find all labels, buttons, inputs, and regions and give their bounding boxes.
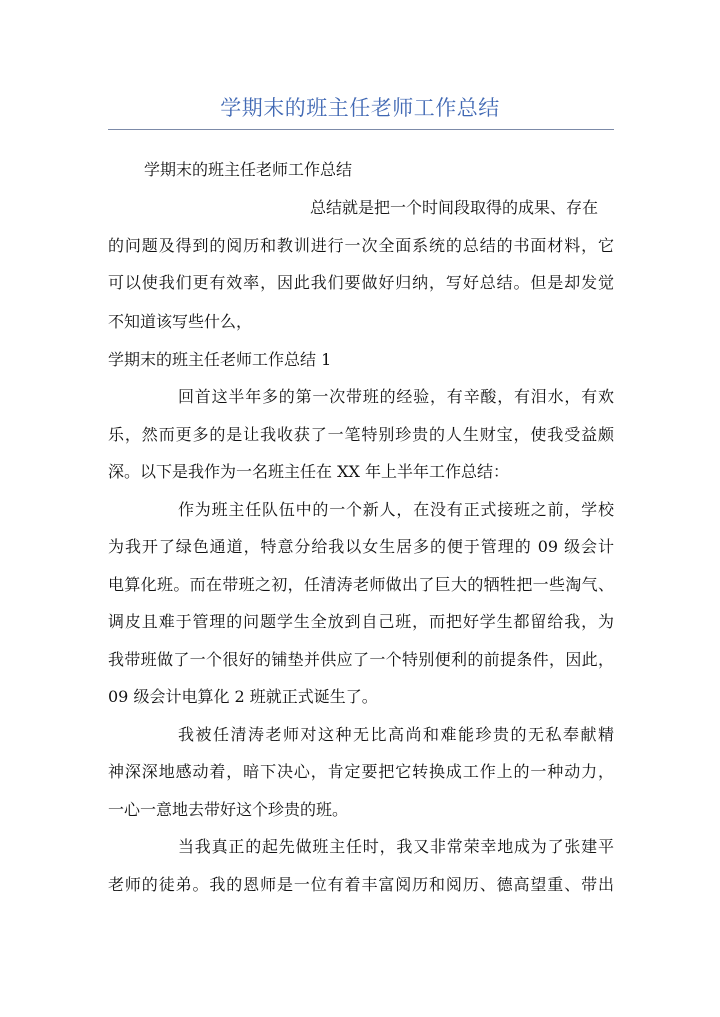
paragraph-line: 神深深地感动着，暗下决心，肯定要把它转换成工作上的一种动力， [108, 762, 614, 781]
paragraph-line: 的问题及得到的阅历和教训进行一次全面系统的总结的书面材料，它 [108, 236, 614, 255]
paragraph-line: 调皮且难于管理的问题学生全放到自己班，而把好学生都留给我，为 [108, 612, 614, 631]
paragraph-line: 作为班主任队伍中的一个新人，在没有正式接班之前，学校 [178, 500, 614, 519]
paragraph-line: 不知道该写些什么， [108, 312, 253, 331]
section-heading: 学期末的班主任老师工作总结 1 [108, 350, 332, 369]
paragraph-line: 老师的徒弟。我的恩师是一位有着丰富阅历和阅历、德高望重、带出 [108, 875, 614, 894]
paragraph-line: 深。以下是我作为一名班主任在 XX 年上半年工作总结： [108, 462, 509, 481]
paragraph-line: 09 级会计电算化 2 班就正式诞生了。 [108, 687, 378, 706]
title-divider [108, 129, 614, 130]
paragraph-line: 可以使我们更有效率，因此我们要做好归纳，写好总结。但是却发觉 [108, 273, 614, 292]
page-title: 学期末的班主任老师工作总结 [220, 96, 500, 120]
paragraph-line: 为我开了绿色通道，特意分给我以女生居多的便于管理的 09 级会计 [108, 537, 614, 556]
paragraph-line: 电算化班。而在带班之初，任清涛老师做出了巨大的牺牲把一些淘气、 [108, 575, 614, 594]
paragraph-line: 我带班做了一个很好的铺垫并供应了一个特别便利的前提条件，因此， [108, 650, 614, 669]
paragraph-line: 当我真正的起先做班主任时，我又非常荣幸地成为了张建平 [178, 837, 614, 856]
paragraph-line: 总结就是把一个时间段取得的成果、存在 [310, 198, 599, 217]
paragraph-line: 乐，然而更多的是让我收获了一笔特别珍贵的人生财宝，使我受益颇 [108, 425, 614, 444]
paragraph-line: 一心一意地去带好这个珍贵的班。 [108, 800, 349, 819]
subtitle-line: 学期末的班主任老师工作总结 [144, 160, 353, 179]
paragraph-line: 回首这半年多的第一次带班的经验，有辛酸，有泪水，有欢 [178, 387, 614, 406]
paragraph-line: 我被任清涛老师对这种无比高尚和难能珍贵的无私奉献精 [178, 725, 614, 744]
